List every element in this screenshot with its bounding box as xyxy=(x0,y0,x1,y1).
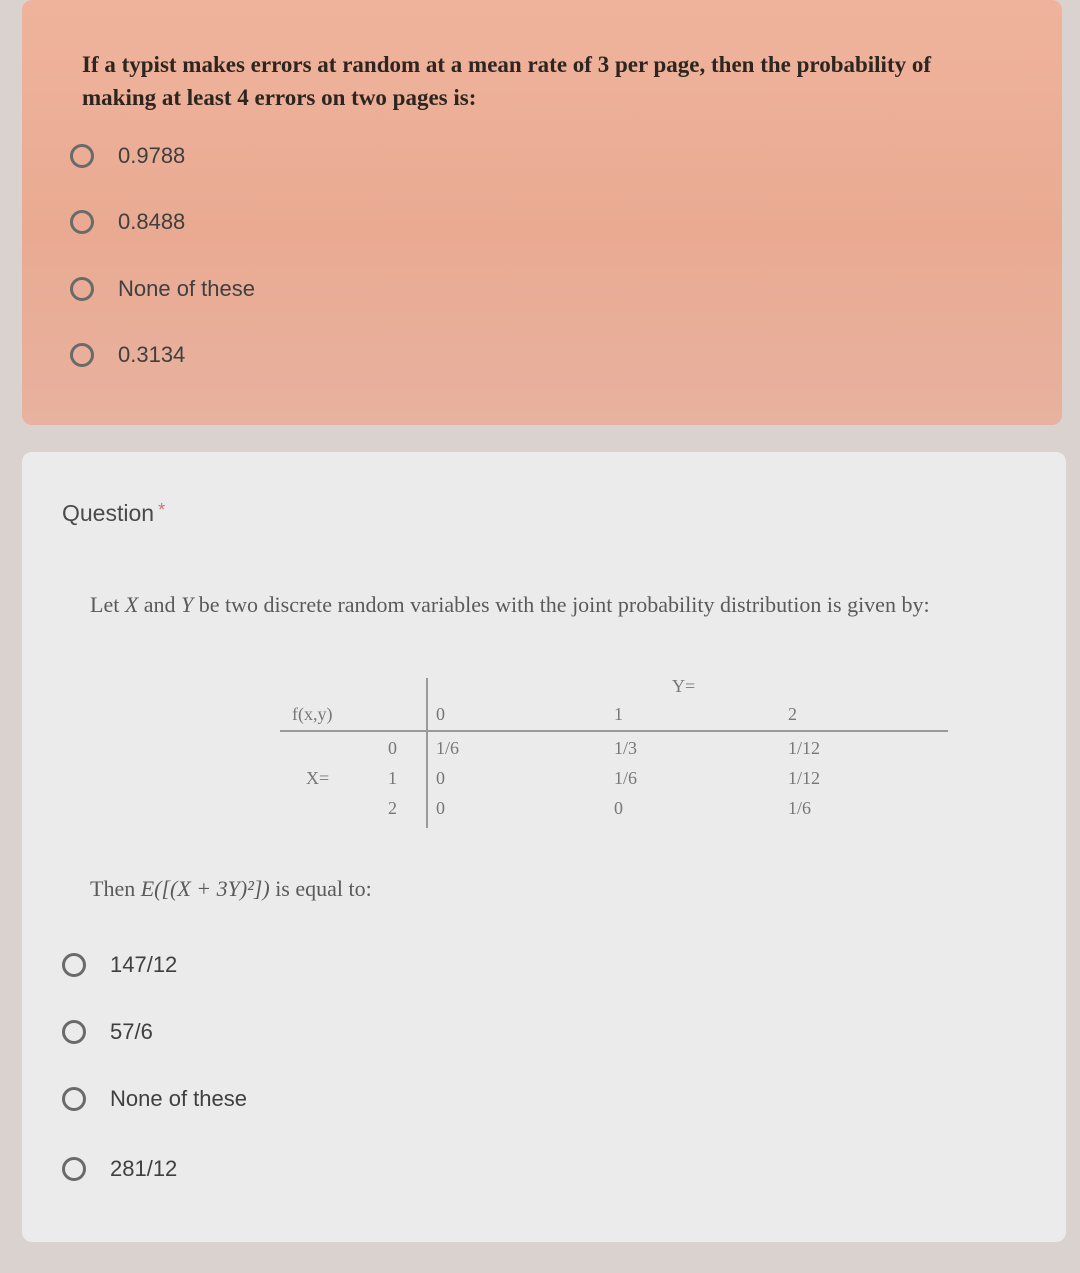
table-y-value: 0 xyxy=(436,704,445,724)
option-1-d[interactable] xyxy=(70,342,185,368)
table-cell: 1/6 xyxy=(614,768,638,788)
option-2-a[interactable] xyxy=(62,952,177,978)
option-2-b[interactable] xyxy=(62,1019,153,1045)
table-cell: 0 xyxy=(436,768,445,788)
radio-button[interactable] xyxy=(70,343,94,367)
table-cell: 0 xyxy=(436,798,445,818)
option-2-c[interactable] xyxy=(62,1086,247,1112)
table-x-value: 1 xyxy=(388,768,397,788)
table-y-value: 2 xyxy=(788,704,797,724)
radio-button[interactable] xyxy=(70,144,94,168)
question-1-text: If a typist makes errors at random at a mean rate of 3 per page, then the probability of making at least 4 errors on two pages is: xyxy=(82,52,932,110)
table-cell: 0 xyxy=(614,798,623,818)
radio-button[interactable] xyxy=(62,1087,86,1111)
question-2-title xyxy=(62,500,165,527)
var-y: Y xyxy=(181,592,194,617)
option-1-c[interactable] xyxy=(70,276,255,302)
table-cell: 1/12 xyxy=(788,768,821,788)
option-label: 147/12 xyxy=(110,952,178,977)
radio-button[interactable] xyxy=(70,277,94,301)
radio-button[interactable] xyxy=(62,953,86,977)
intro-and: and xyxy=(143,592,176,617)
table-x-label: X= xyxy=(306,768,330,788)
radio-button[interactable] xyxy=(62,1020,86,1044)
table-cell: 1/6 xyxy=(436,738,460,758)
then-prefix: Then xyxy=(90,876,136,901)
expectation-expression: E([(X + 3Y)²]) xyxy=(140,876,270,901)
required-asterisk: * xyxy=(158,500,166,520)
table-x-value: 0 xyxy=(388,738,397,758)
table-column-divider xyxy=(426,678,428,828)
option-label: 0.3134 xyxy=(118,342,186,367)
radio-button[interactable] xyxy=(62,1157,86,1181)
intro-prefix: Let xyxy=(90,592,120,617)
question-2-prompt xyxy=(90,876,372,902)
table-fxy-label: f(x,y) xyxy=(292,704,333,724)
table-cell: 1/3 xyxy=(614,738,638,758)
option-2-d[interactable] xyxy=(62,1156,177,1182)
radio-button[interactable] xyxy=(70,210,94,234)
var-x: X xyxy=(124,592,139,617)
option-label: 281/12 xyxy=(110,1156,178,1181)
option-label: None of these xyxy=(110,1086,247,1111)
option-1-b[interactable] xyxy=(70,209,185,235)
table-divider xyxy=(280,730,948,732)
option-label: 0.9788 xyxy=(118,143,186,168)
option-label: 57/6 xyxy=(110,1019,153,1044)
table-cell: 1/12 xyxy=(788,738,821,758)
then-suffix: is equal to: xyxy=(275,876,372,901)
table-cell: 1/6 xyxy=(788,798,812,818)
question-title-label: Question xyxy=(62,500,155,526)
table-y-label: Y= xyxy=(672,676,696,696)
option-1-a[interactable] xyxy=(70,143,185,169)
question-2-text xyxy=(90,590,990,620)
option-label: 0.8488 xyxy=(118,209,186,234)
question-card-1 xyxy=(22,0,1062,425)
question-card-2 xyxy=(22,452,1066,1242)
table-y-value: 1 xyxy=(614,704,623,724)
option-label: None of these xyxy=(118,276,255,301)
intro-suffix: be two discrete random variables with the joint probability distribution is given by: xyxy=(198,592,930,617)
table-x-value: 2 xyxy=(388,798,397,818)
